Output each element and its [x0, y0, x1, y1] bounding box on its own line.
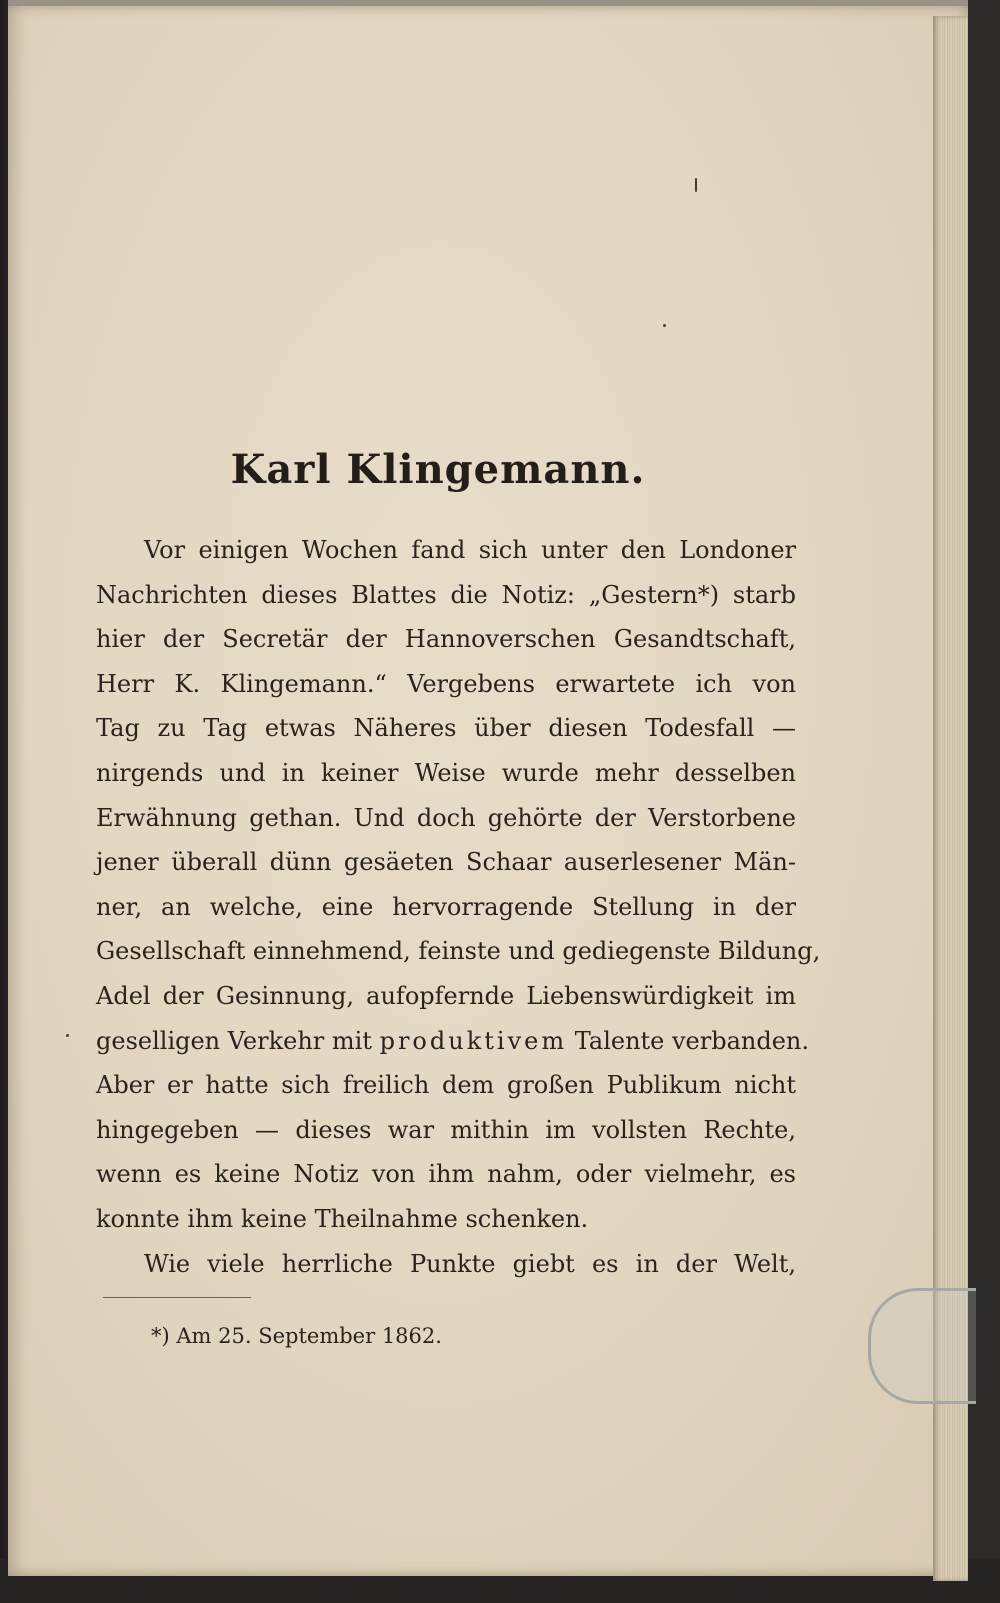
- ink-speck: [663, 324, 666, 327]
- text-segment: Talente verbanden.: [574, 1026, 810, 1055]
- text-line: Tag zu Tag etwas Näheres über diesen Todesfall —: [96, 714, 796, 743]
- text-line: [96, 1019, 810, 1064]
- text-line: Erwähnung gethan. Und doch gehörte der Verstorbene: [96, 803, 796, 832]
- text-line: wenn es keine Notiz von ihm nahm, oder vielmehr, es: [96, 1160, 796, 1189]
- text-line: nirgends und in keiner Weise wurde mehr desselben: [96, 758, 796, 787]
- text-line: Wie viele herrliche Punkte giebt es in der Welt,: [144, 1249, 796, 1278]
- spaced-word: produktivem: [379, 1026, 568, 1055]
- text-segment: geselligen Verkehr mit: [96, 1026, 372, 1055]
- text-line: hingegeben — dieses war mithin im vollsten Rechte,: [96, 1115, 796, 1144]
- footnote-rule: [103, 1297, 251, 1298]
- text-line: jener überall dünn gesäeten Schaar auserlesener Män-: [96, 848, 796, 877]
- ink-speck: [66, 1034, 69, 1037]
- book-page: [8, 0, 968, 1576]
- text-line: Gesellschaft einnehmend, feinste und gediegenste Bildung,: [96, 937, 821, 966]
- text-line: Aber er hatte sich freilich dem großen Publikum nicht: [96, 1071, 796, 1100]
- text-line: ner, an welche, eine hervorragende Stellung in der: [96, 892, 796, 921]
- page-clip: [868, 1288, 976, 1404]
- text-line: Adel der Gesinnung, aufopfernde Liebenswürdigkeit im: [96, 981, 796, 1010]
- text-line: hier der Secretär der Hannoverschen Gesandtschaft,: [96, 625, 796, 654]
- footnote: *) Am 25. September 1862.: [151, 1324, 442, 1348]
- text-line: Vor einigen Wochen fand sich unter den Londoner: [144, 536, 796, 564]
- body-text: [96, 528, 821, 1286]
- chapter-title: Karl Klingemann.: [230, 446, 646, 493]
- text-line: Nachrichten dieses Blattes die Notiz: „Gestern*) starb: [96, 580, 796, 609]
- ink-speck: [695, 178, 697, 192]
- text-line: konnte ihm keine Theilnahme schenken.: [96, 1204, 589, 1233]
- text-line: Herr K. Klingemann.“ Vergebens erwartete ich von: [96, 669, 796, 698]
